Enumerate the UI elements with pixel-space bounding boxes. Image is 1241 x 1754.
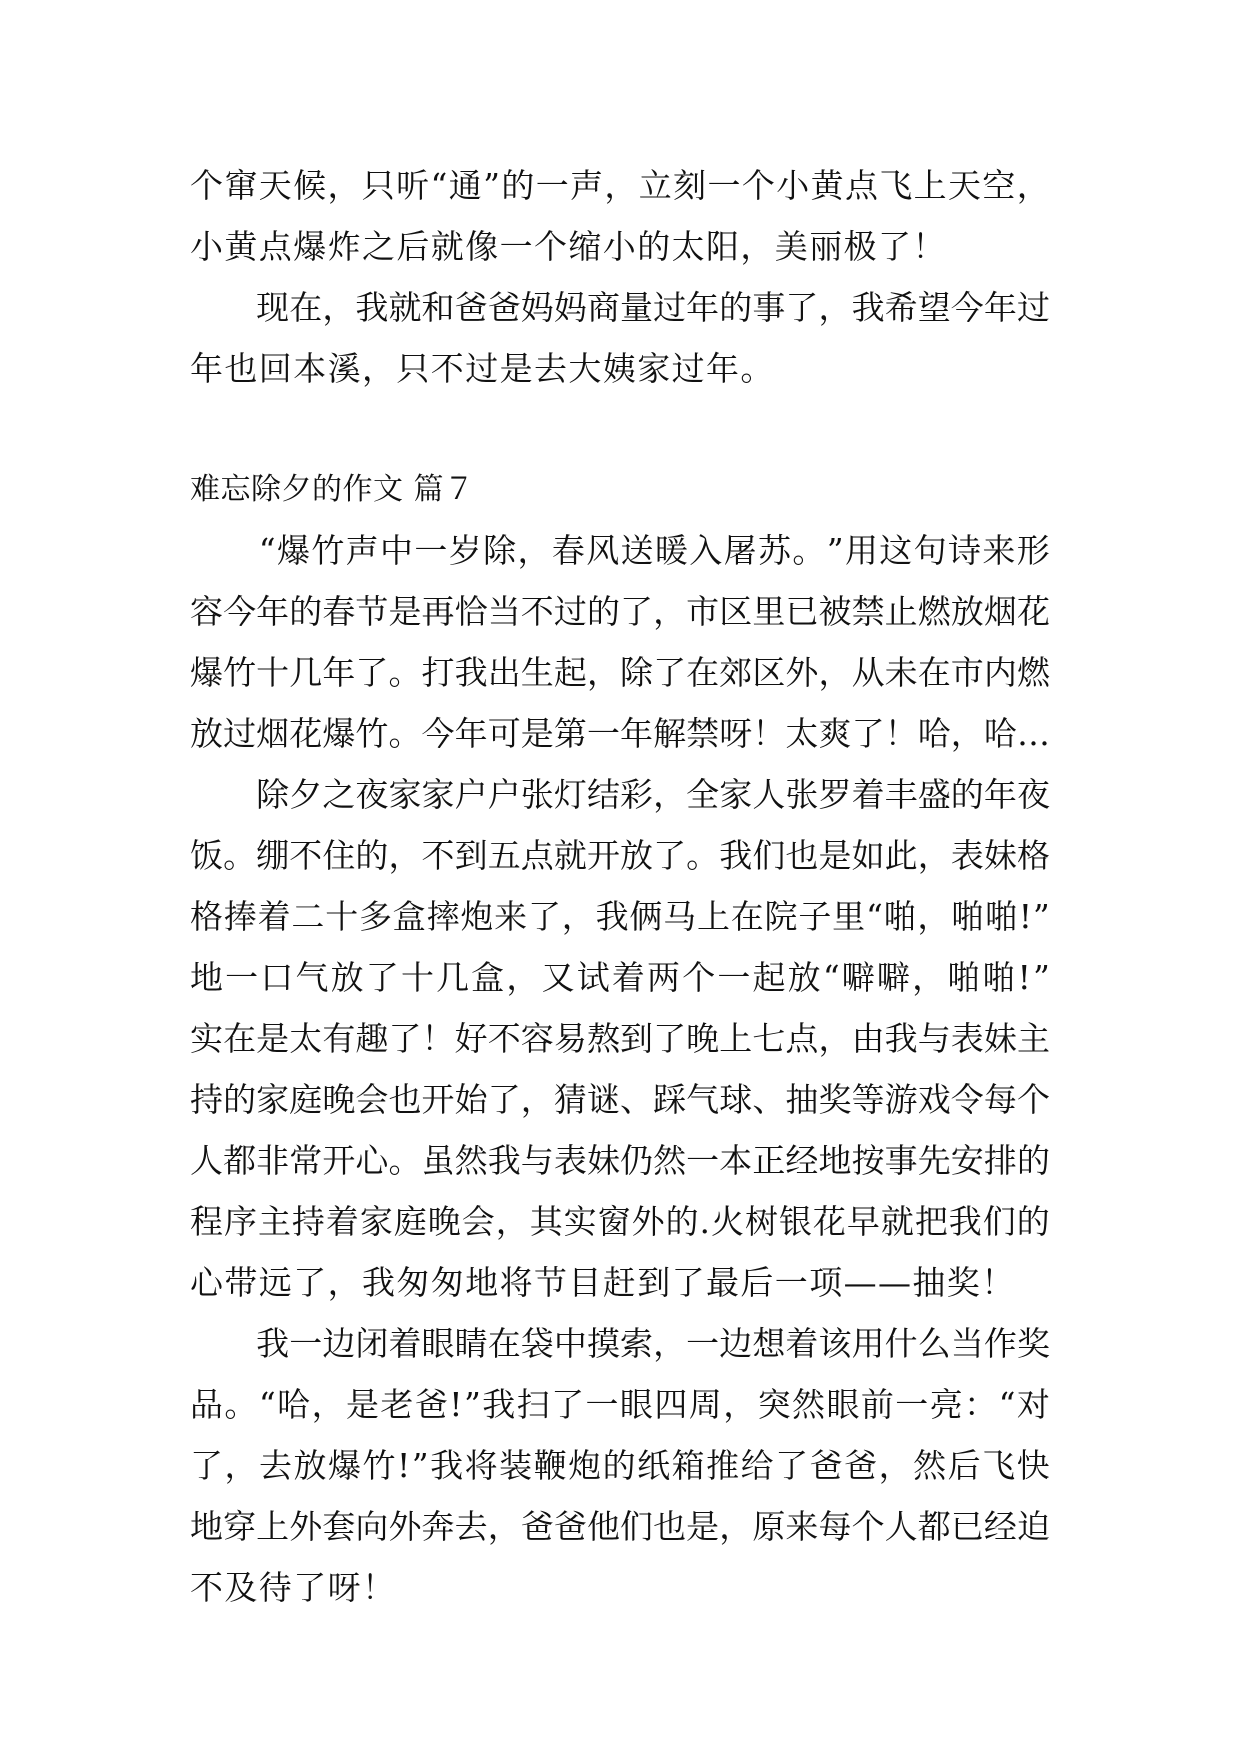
text-line: 放 过 烟 花 爆 竹 。 今 年 可 是 第 一 年 解 禁 呀 ！ 太 爽 了 ！ 哈 ， 哈 …: [190, 714, 1050, 753]
text-line: 地 穿 上 外 套 向 外 奔 去 ， 爸 爸 他 们 也 是 ， 原 来 每 个 人 都 已 经 迫: [190, 1507, 1050, 1546]
text-line: 除 夕 之 夜 家 家 户 户 张 灯 结 彩 ， 全 家 人 张 罗 着 丰 盛 的 年 夜: [256, 775, 1050, 814]
text-line: 我 一 边 闭 着 眼 睛 在 袋 中 摸 索 ， 一 边 想 着 该 用 什 么 当 作 奖: [256, 1324, 1050, 1363]
text-line: “ 爆 竹 声 中 一 岁 除 ， 春 风 送 暖 入 屠 苏 。 ” 用 这 句 诗 来 形: [258, 531, 1050, 570]
text-line: 饭 。 绷 不 住 的 ， 不 到 五 点 就 开 放 了 。 我 们 也 是 如 此 ， 表 妹 格: [190, 836, 1050, 875]
text-line: 容 今 年 的 春 节 是 再 恰 当 不 过 的 了 ， 市 区 里 已 被 禁 止 燃 放 烟 花: [190, 592, 1050, 631]
paragraph: [190, 277, 1050, 399]
text-line: 人 都 非 常 开 心 。 虽 然 我 与 表 妹 仍 然 一 本 正 经 地 按 事 先 安 排 的: [190, 1141, 1050, 1180]
text-line: 年也回本溪，只不过是去大姨家过年。: [190, 349, 775, 388]
paragraph: [190, 155, 1050, 277]
text-line: 小黄点爆炸之后就像一个缩小的太阳，美丽极了！: [190, 227, 947, 266]
text-line: 品 。 “ 哈 ， 是 老 爸 ! ” 我 扫 了 一 眼 四 周 ， 突 然 眼 前 一 亮 ： “ 对: [190, 1385, 1050, 1424]
text-line: 不及待了呀！: [190, 1568, 397, 1607]
text-line: 了 ， 去 放 爆 竹 ! ” 我 将 装 鞭 炮 的 纸 箱 推 给 了 爸 爸 ， 然 后 飞 快: [190, 1446, 1050, 1485]
text-line: 格 捧 着 二 十 多 盒 摔 炮 来 了 ， 我 俩 马 上 在 院 子 里 “ 啪 ， 啪 啪 ! ”: [190, 897, 1050, 936]
section-title: 难忘除夕的作文 篇７: [190, 472, 475, 507]
blank-line: [190, 399, 1050, 459]
text-line: 持 的 家 庭 晚 会 也 开 始 了 ， 猜 谜 、 踩 气 球 、 抽 奖 等 游 戏 令 每 个: [190, 1080, 1050, 1119]
text-line: 现 在 ， 我 就 和 爸 爸 妈 妈 商 量 过 年 的 事 了 ， 我 希 望 今 年 过: [256, 288, 1050, 327]
text-line: 实 在 是 太 有 趣 了 ！ 好 不 容 易 熬 到 了 晚 上 七 点 ， 由 我 与 表 妹 主: [190, 1019, 1050, 1058]
paragraph: [190, 764, 1050, 1313]
paragraph: [190, 520, 1050, 764]
text-line: 心带远了，我匆匆地将节目赶到了最后一项——抽奖！: [190, 1263, 1016, 1302]
document-body: [190, 155, 1050, 1618]
text-line: 个 窜 天 候 ， 只 听 “ 通 ” 的 一 声 ， 立 刻 一 个 小 黄 点 飞 上 天 空 ，: [190, 166, 1050, 205]
text-line: 地 一 口 气 放 了 十 几 盒 ， 又 试 着 两 个 一 起 放 “ 噼 噼 ， 啪 啪 ! ”: [190, 958, 1050, 997]
text-line: 程 序 主 持 着 家 庭 晚 会 ， 其 实 窗 外 的 . 火 树 银 花 早 就 把 我 们 的: [190, 1202, 1050, 1241]
text-line: 爆 竹 十 几 年 了 。 打 我 出 生 起 ， 除 了 在 郊 区 外 ， 从 未 在 市 内 燃: [190, 653, 1050, 692]
paragraph: [190, 1313, 1050, 1618]
